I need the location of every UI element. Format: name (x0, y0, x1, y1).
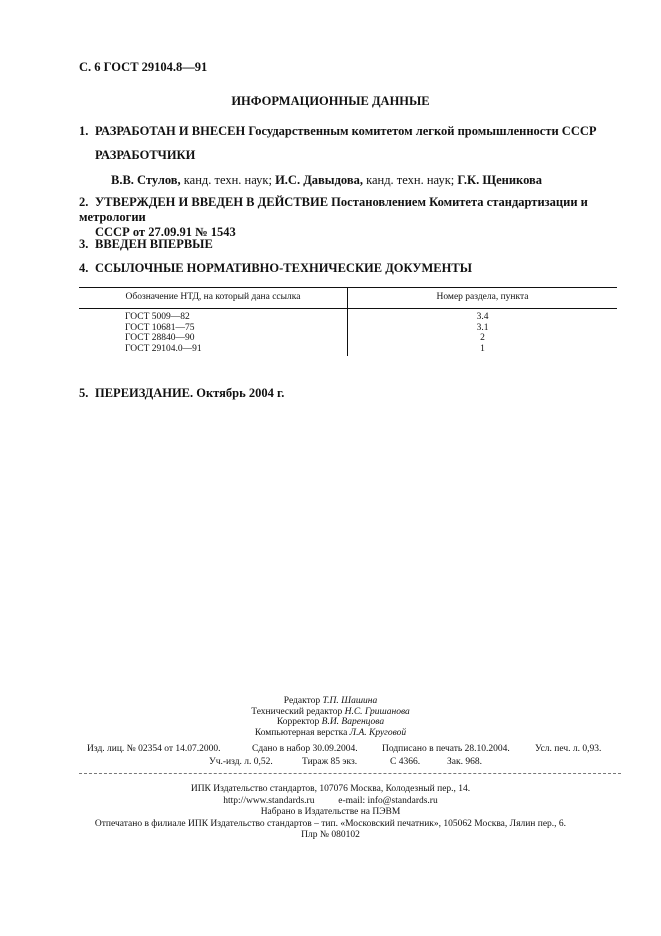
credit-line (0, 696, 661, 707)
item-1-number: 1. (79, 124, 89, 138)
typeset-date: Сдано в набор 30.09.2004. (252, 744, 358, 754)
reference-table (79, 287, 617, 356)
developer-degree: канд. техн. наук; (180, 173, 276, 187)
credit-line (0, 717, 661, 728)
item-4-text: ССЫЛОЧНЫЕ НОРМАТИВНО-ТЕХНИЧЕСКИЕ ДОКУМЕНТЫ (95, 261, 472, 275)
credit-name: Л.А. Круговой (349, 727, 407, 738)
item-2-number: 2. (79, 195, 89, 209)
item-1 (79, 124, 597, 139)
developer-name: Г.К. Щеникова (457, 173, 543, 187)
table-cell-section: 3.1 (476, 322, 489, 333)
item-4-number: 4. (79, 261, 89, 275)
item-2-line2: СССР от 27.09.91 № 1543 (95, 225, 236, 239)
item-2-line1: УТВЕРЖДЕН И ВВЕДЕН В ДЕЙСТВИЕ Постановлением Комитета стандартизации и метрологии (79, 195, 588, 224)
credit-role: Компьютерная верстка (254, 727, 350, 738)
item-3-text: ВВЕДЕН ВПЕРВЫЕ (95, 237, 213, 251)
order-number: Зак. 968. (447, 757, 482, 767)
developers-list (111, 173, 542, 188)
table-row (79, 309, 617, 323)
table-row (79, 323, 617, 334)
circulation: Тираж 85 экз. (302, 757, 358, 767)
divider (79, 773, 621, 774)
table-header-designation: Обозначение НТД, на который дана ссылка (79, 288, 348, 309)
item-3-number: 3. (79, 237, 89, 251)
item-3 (79, 237, 213, 252)
item-4 (79, 261, 472, 276)
item-2 (79, 195, 619, 240)
item-5-number: 5. (79, 386, 89, 400)
credit-role: Редактор (283, 696, 323, 706)
table-cell-section: 2 (480, 333, 485, 343)
page-header: С. 6 ГОСТ 29104.8—91 (79, 60, 208, 74)
developers-heading: РАЗРАБОТЧИКИ (95, 148, 196, 162)
footer-line: ИПК Издательство стандартов, 107076 Москва, Колодезный пер., 14. (190, 784, 471, 794)
table-row (79, 344, 617, 357)
item-1-text: Государственным комитетом легкой промышленности СССР (245, 124, 597, 138)
table-cell-doc: ГОСТ 29104.0—91 (79, 344, 348, 357)
credit-role: Корректор (276, 717, 322, 727)
credit-name: Т.П. Шашина (322, 696, 378, 706)
item-1-heading: РАЗРАБОТАН И ВНЕСЕН (95, 124, 246, 138)
table-cell-section: 1 (480, 343, 485, 354)
footer-line: Набрано в Издательстве на ПЭВМ (260, 807, 401, 817)
editorial-credits (0, 696, 661, 738)
table-header-section: Номер раздела, пункта (348, 288, 618, 309)
item-5 (79, 386, 284, 401)
c-number: С 4366. (390, 757, 421, 767)
footer-line: Отпечатано в филиале ИПК Издательство стандартов – тип. «Московский печатник», 105062 Москва, Лялин пер., 6. (94, 818, 567, 829)
signed-date: Подписано в печать 28.10.2004. (382, 744, 510, 754)
publisher-footer (0, 784, 661, 842)
table-header-row (79, 288, 617, 309)
page-title: ИНФОРМАЦИОННЫЕ ДАННЫЕ (231, 94, 430, 108)
item-5-text: ПЕРЕИЗДАНИЕ. Октябрь 2004 г. (95, 386, 285, 400)
table-row (79, 333, 617, 344)
credit-name: В.И. Варенцова (321, 717, 385, 727)
license-info: Изд. лиц. № 02354 от 14.07.2000. (87, 744, 221, 754)
credit-name: Н.С. Гришанова (344, 706, 410, 717)
credit-role: Технический редактор (251, 706, 345, 717)
table-cell-section: 3.4 (476, 312, 489, 322)
print-sheets: Усл. печ. л. 0,93. (535, 744, 602, 754)
credit-line (0, 728, 661, 739)
developer-degree: канд. техн. наук; (362, 173, 458, 187)
footer-line: http://www.standards.ru e-mail: info@standards.ru (223, 795, 438, 806)
credit-line (0, 707, 661, 718)
developer-name: В.В. Стулов, (111, 173, 181, 187)
table-cell-doc: ГОСТ 10681—75 (79, 323, 348, 334)
table-cell-doc: ГОСТ 5009—82 (79, 309, 348, 323)
publisher-sheets: Уч.-изд. л. 0,52. (209, 757, 273, 767)
footer-line: Плр № 080102 (301, 830, 360, 840)
table-cell-doc: ГОСТ 28840—90 (79, 333, 348, 344)
developer-name: И.С. Давыдова, (275, 173, 363, 187)
